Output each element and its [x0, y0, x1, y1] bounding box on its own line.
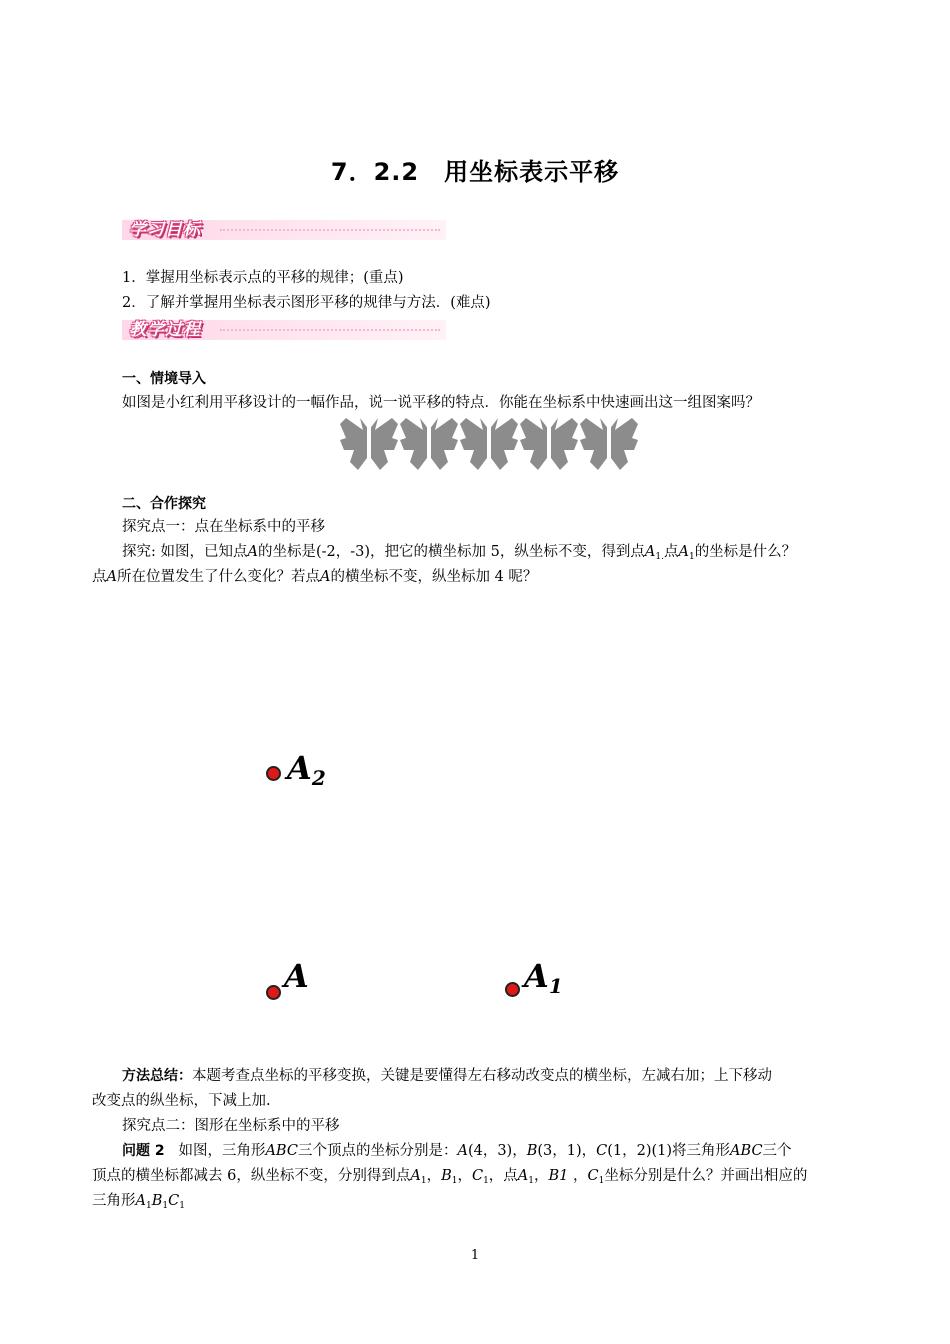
method-summary-line1 — [122, 1066, 772, 1086]
part1-text: 如图是小红利用平移设计的一幅作品，说一说平移的特点．你能在坐标系中快速画出这一组图案吗？ — [122, 395, 760, 411]
explore1-line2 — [92, 567, 537, 587]
banner-dots — [220, 229, 440, 231]
vertex-letter: A — [410, 1168, 421, 1184]
subscript: 1 — [145, 1201, 152, 1211]
triangle-name: ABC — [265, 1143, 298, 1159]
point-a-label: A — [284, 957, 309, 995]
question-label: 问题 2 — [122, 1143, 165, 1159]
vertex-letter: C — [587, 1168, 599, 1184]
vertex-letter: A — [135, 1193, 146, 1209]
subscript: 1. — [655, 552, 664, 562]
subscript: 1 — [162, 1201, 169, 1211]
goals-banner-label: 学习目标 — [129, 220, 201, 240]
goal-item-2: 2．了解并掌握用坐标表示图形平移的规律与方法．(难点) — [122, 295, 491, 311]
vertex-letter: C — [471, 1168, 484, 1184]
point-letter: A — [287, 749, 312, 787]
text-span: 坐标分别是什么？并画出相应的 — [604, 1168, 808, 1184]
section-heading-1: 一、情境导入 — [122, 371, 206, 387]
text-span: ， — [426, 1168, 442, 1184]
vertex-letter: C — [596, 1143, 608, 1159]
subscript: 2 — [311, 766, 326, 790]
butterfly-icon — [518, 416, 580, 472]
process-banner — [122, 318, 446, 342]
question2-line3 — [92, 1191, 185, 1216]
subscript: 1 — [451, 1176, 458, 1186]
vertex-letter: B — [441, 1168, 452, 1184]
butterfly-icon — [458, 416, 520, 472]
page-number: 1 — [470, 1248, 480, 1263]
text-span: ， — [457, 1168, 472, 1184]
subscript: 1 — [483, 1176, 489, 1186]
question2-line1 — [122, 1141, 792, 1161]
text-span: 所在位置发生了什么变化？若点 — [116, 569, 320, 585]
point-a-dot — [266, 985, 281, 1000]
vertex-letter: A — [457, 1143, 468, 1159]
text-span: ，点 — [488, 1168, 518, 1184]
subscript: 1 — [420, 1176, 427, 1186]
text-span: 三个 — [762, 1143, 792, 1159]
text-span: 点 — [663, 544, 679, 560]
text-span: (4，3)， — [467, 1143, 527, 1159]
point-letter: A — [106, 569, 117, 585]
butterfly-row — [338, 416, 638, 476]
text-span: ， — [534, 1168, 549, 1184]
point-a2-label — [287, 749, 326, 794]
point-a2-dot — [266, 766, 281, 781]
text-span: 点 — [92, 569, 107, 585]
text-span: 探究: 如图，已知点 — [122, 544, 248, 560]
point-letter: A — [319, 569, 331, 585]
text-span: (3，1)， — [537, 1143, 597, 1159]
summary-label: 方法总结： — [122, 1068, 192, 1084]
banner-dots — [220, 329, 440, 331]
text-span: ， — [568, 1168, 588, 1184]
method-summary-line2: 改变点的纵坐标，下减上加. — [92, 1093, 271, 1109]
vertex-letter: B — [151, 1193, 163, 1209]
explore1-title: 探究点一：点在坐标系中的平移 — [122, 519, 325, 535]
point-letter: A — [678, 544, 689, 560]
text-span: 的坐标是什么？ — [694, 544, 797, 560]
section-heading-2: 二、合作探究 — [122, 496, 206, 512]
triangle-name: ABC — [730, 1143, 763, 1159]
text-span: 顶点的横坐标都减去 6，纵坐标不变，分别得到点 — [92, 1168, 411, 1184]
text-span: 三角形 — [92, 1193, 136, 1209]
question2-line2 — [92, 1166, 807, 1191]
text-span: 的坐标是(-2，-3)，把它的横坐标加 5，纵坐标不变，得到点 — [257, 544, 645, 560]
subscript: 1 — [548, 974, 563, 998]
subscript: 1 — [528, 1176, 535, 1186]
text-span: (1，2)(1)将三角形 — [607, 1143, 731, 1159]
point-a1-label — [524, 957, 563, 1002]
point-a1-dot — [505, 982, 520, 997]
page-title: 7．2.2 用坐标表示平移 — [330, 158, 620, 186]
summary-text: 本题考查点坐标的平移变换，关键是要懂得左右移动改变点的横坐标，左减右加；上下移动 — [192, 1068, 772, 1084]
subscript: 1 — [179, 1201, 185, 1211]
process-banner-label: 教学过程 — [129, 320, 201, 340]
goals-banner — [122, 218, 446, 242]
vertex-letter: C — [168, 1193, 180, 1209]
point-letter: A — [524, 957, 549, 995]
butterfly-icon — [338, 416, 400, 472]
butterfly-icon — [398, 416, 460, 472]
vertex-letter: B — [526, 1143, 538, 1159]
subscript: 1 — [688, 552, 695, 562]
text-span: 的横坐标不变，纵坐标加 4 呢？ — [330, 569, 538, 585]
goal-item-1: 1．掌握用坐标表示点的平移的规律；(重点) — [122, 270, 404, 286]
point-letter: A — [247, 544, 258, 560]
explore1-line1 — [122, 542, 796, 567]
vertex-letter: A — [517, 1168, 529, 1184]
vertex-letter: B1 — [548, 1168, 569, 1184]
butterfly-icon — [578, 416, 640, 472]
point-letter: A — [644, 544, 656, 560]
subscript: 1 — [598, 1176, 605, 1186]
explore2-title: 探究点二：图形在坐标系中的平移 — [122, 1118, 340, 1134]
text-span: 如图，三角形 — [178, 1143, 266, 1159]
text-span: 三个顶点的坐标分别是： — [297, 1143, 458, 1159]
